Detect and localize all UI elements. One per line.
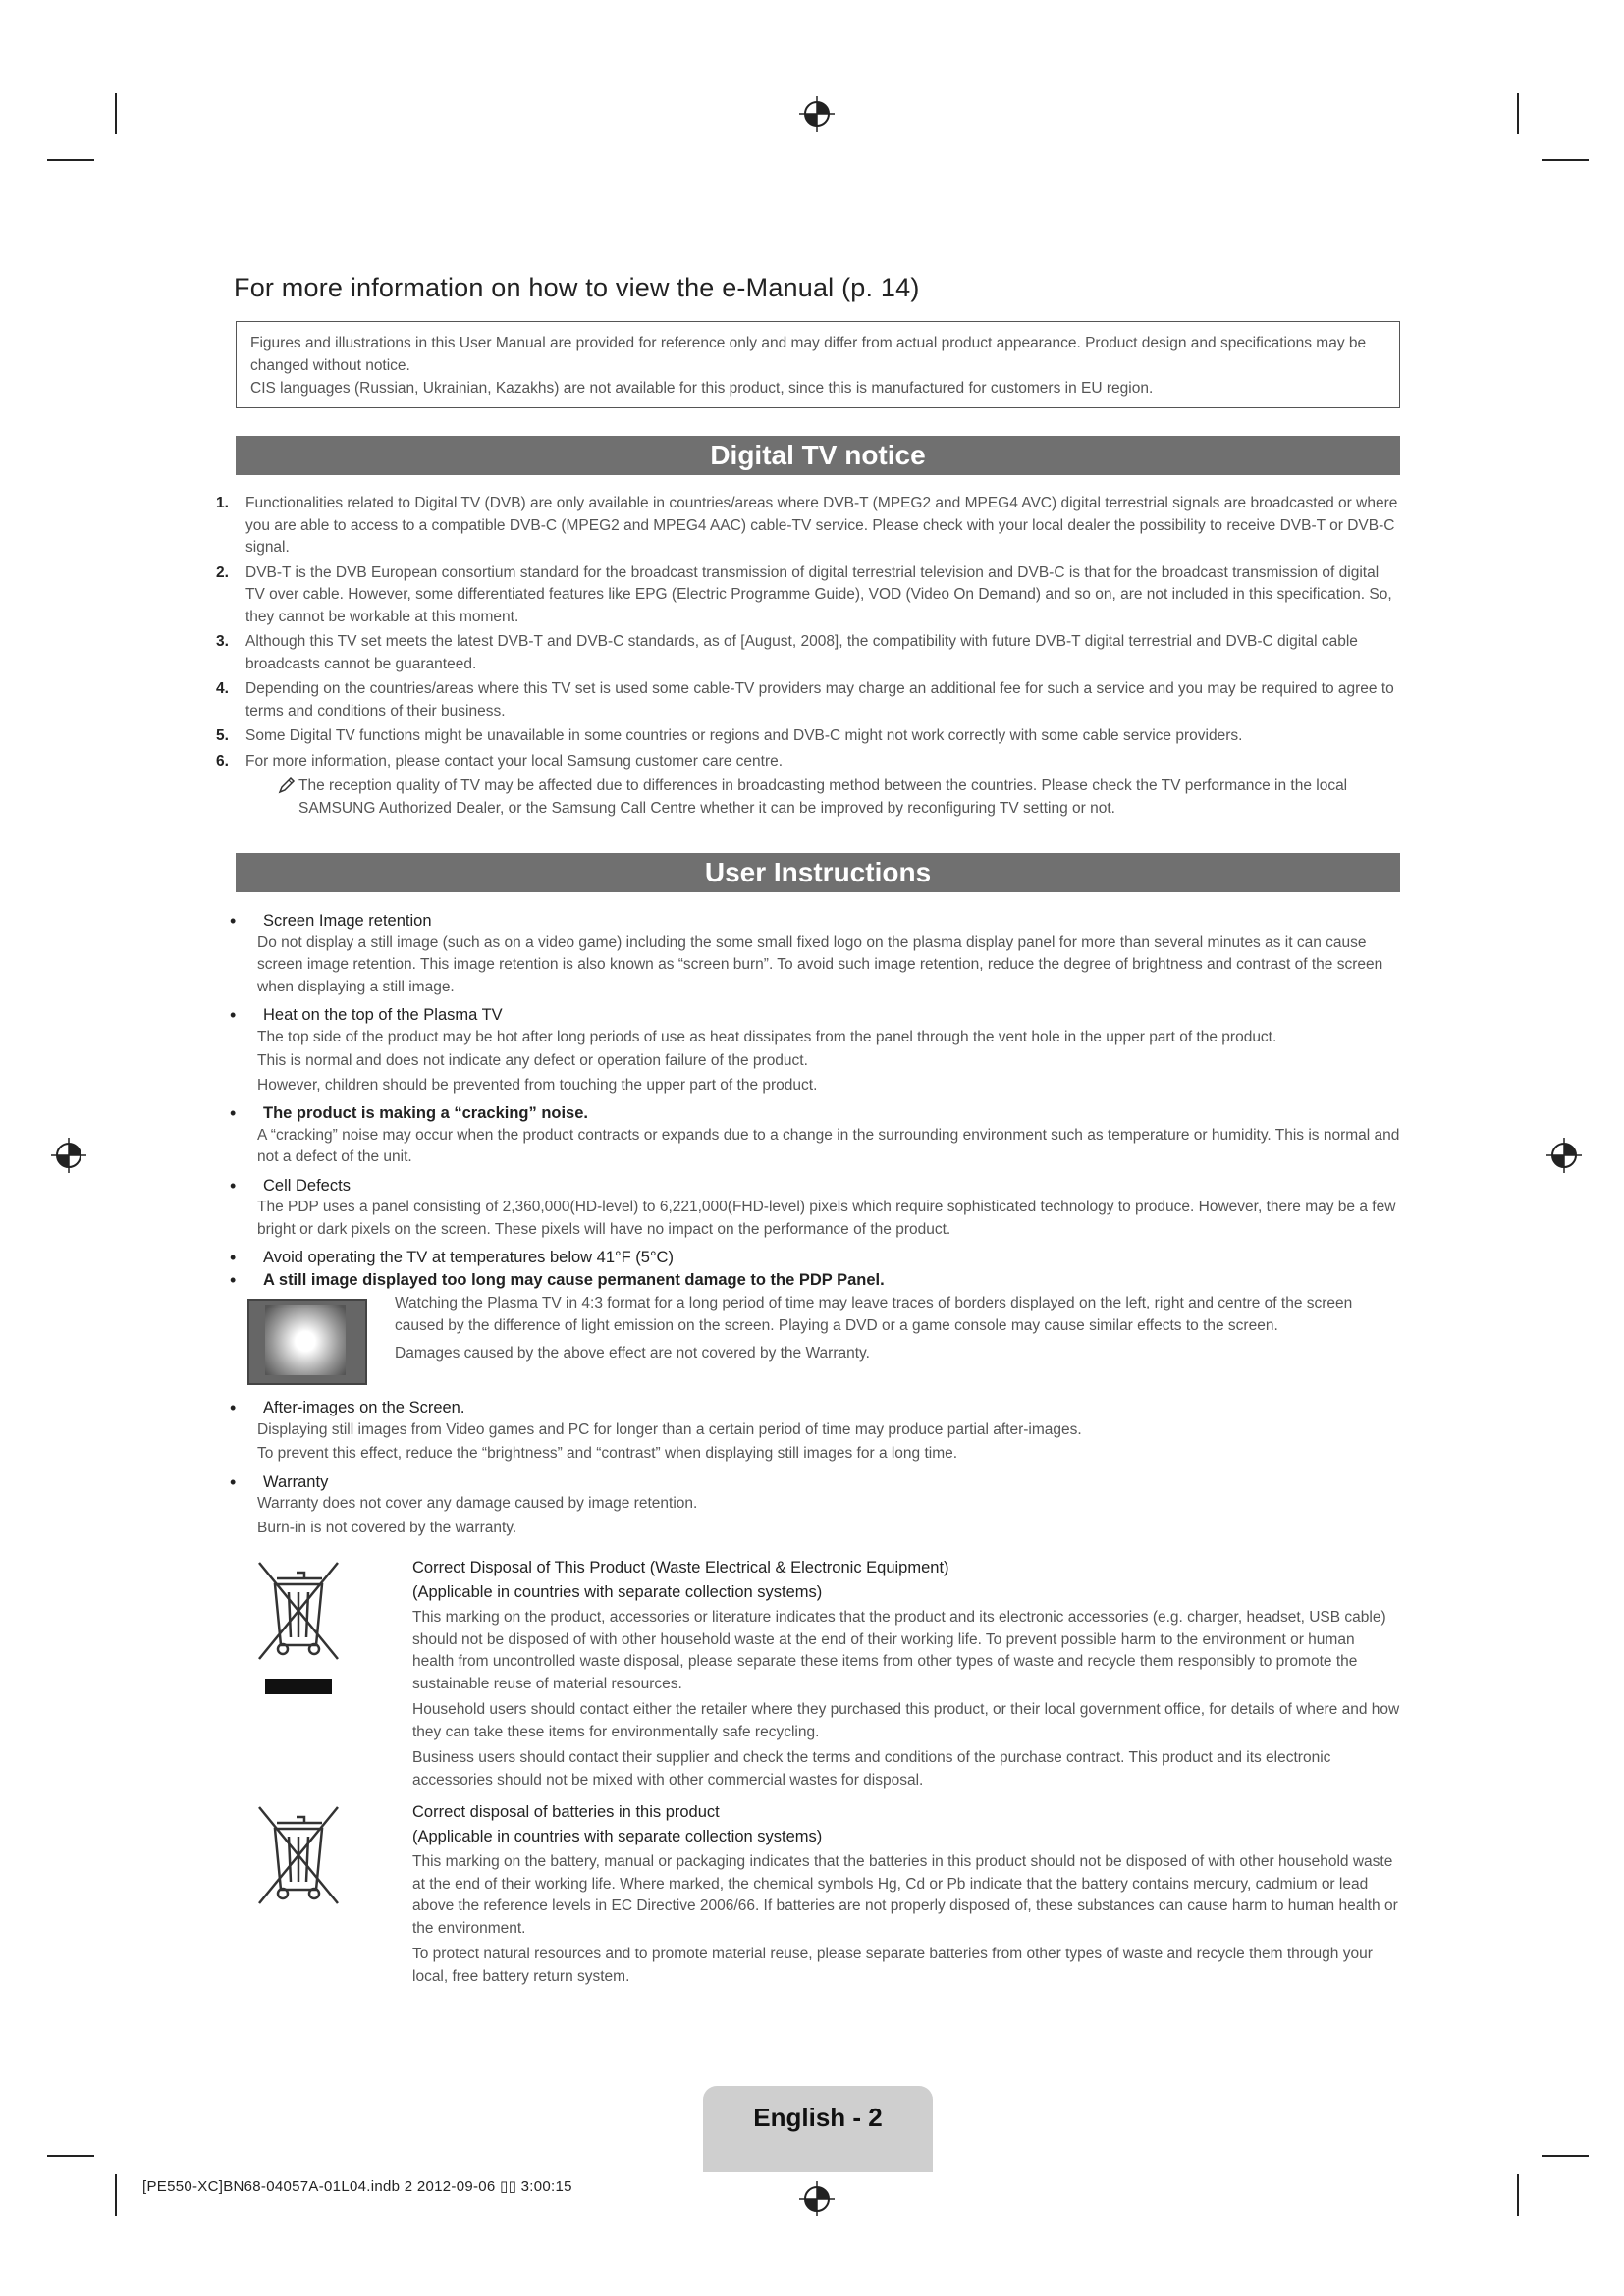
tv-burn-in-image	[247, 1299, 367, 1385]
manual-page	[216, 273, 1400, 1988]
crop-mark	[1517, 93, 1519, 134]
bullet-paragraph: Burn-in is not covered by the warranty.	[257, 1519, 517, 1536]
note-text: The reception quality of TV may be affected due to differences in broadcasting method between the countries. Please check the TV performance in the local SAMSUNG Authorized Dealer, or the Samsung Call Centre whether it can be improved by reconfiguring TV setting or not.	[298, 777, 1348, 817]
bullet-item	[228, 1471, 1400, 1494]
disposal-paragraph: To protect natural resources and to promote material reuse, please separate batteries from other types of waste and recycle them through your local, free battery return system.	[412, 1946, 1373, 1985]
disposal-heading: Correct Disposal of This Product (Waste Electrical & Electronic Equipment)	[412, 1559, 949, 1576]
item-number: 3.	[216, 633, 229, 650]
disposal-paragraph: This marking on the product, accessories or literature indicates that the product and its electronic accessories (e.g. charger, headset, USB cable) should not be disposed of with other household waste at the end of their working life. To prevent possible harm to the environment or human health from uncontrolled waste disposal, please separate these items from other types of waste and recycle them responsibly to promote the sustainable reuse of material resources.	[412, 1609, 1386, 1692]
item-number: 4.	[216, 680, 229, 697]
list-item	[216, 725, 1400, 748]
item-number: 5.	[216, 727, 229, 744]
notice-box	[236, 321, 1400, 408]
bullet-paragraph: Warranty does not cover any damage caused by image retention.	[257, 1495, 698, 1512]
bullet-heading: Cell Defects	[263, 1176, 351, 1195]
bullet-heading: The product is making a “cracking” noise.	[263, 1104, 588, 1122]
item-number: 2.	[216, 563, 229, 581]
crop-mark	[1517, 2174, 1519, 2216]
bullet-heading: A still image displayed too long may cause permanent damage to the PDP Panel.	[263, 1270, 885, 1289]
bullet-paragraph: A “cracking” noise may occur when the product contracts or expands due to a change in the surrounding environment such as temperature or humidity. This is normal and not a defect of the unit.	[257, 1126, 1400, 1165]
pdp-warning	[247, 1293, 1400, 1385]
item-number: 6.	[216, 752, 229, 770]
list-item	[216, 751, 1400, 774]
bullet-icon: •	[230, 1175, 237, 1196]
bullet-heading: Avoid operating the TV at temperatures below 41°F (5°C)	[263, 1249, 674, 1266]
item-text: DVB-T is the DVB European consortium standard for the broadcast transmission of digital terrestrial television and DVB-C is that for the broadcast transmission of digital TV over cable. However, some differentiated features like EPG (Electric Programme Guide), VOD (Video On Demand) and so on, are not included in this specification. So, they cannot be workable at this moment.	[245, 563, 1392, 625]
page-number-tab: English - 2	[703, 2086, 933, 2172]
page-title: For more information on how to view the e-Manual (p. 14)	[234, 273, 920, 302]
bullet-paragraph: However, children should be prevented from touching the upper part of the product.	[257, 1076, 818, 1094]
registration-mark-icon	[1546, 1138, 1582, 1173]
disposal-product-text	[412, 1557, 1400, 1791]
bullet-paragraph: The top side of the product may be hot after long periods of use as heat dissipates from the panel through the vent hole in the upper part of the product.	[257, 1028, 1277, 1045]
list-item	[216, 562, 1400, 629]
disposal-batteries-text	[412, 1801, 1400, 1988]
notice-line: Figures and illustrations in this User Manual are provided for reference only and may differ from actual product appearance. Product design and specifications may be changed without notice.	[250, 335, 1367, 374]
bullet-icon: •	[230, 1398, 237, 1417]
bullet-paragraph: Damages caused by the above effect are not covered by the Warranty.	[395, 1345, 870, 1362]
note-pencil-icon	[277, 775, 298, 820]
item-text: Although this TV set meets the latest DVB-T and DVB-C standards, as of [August, 2008], the compatibility with future DVB-T digital terrestrial and DVB-C digital cable broadcasts cannot be guaranteed.	[245, 633, 1358, 672]
user-instructions	[228, 910, 1400, 1988]
bullet-heading: Warranty	[263, 1472, 329, 1491]
bullet-paragraph: Displaying still images from Video games and PC for longer than a certain period of time may produce partial after-images.	[257, 1420, 1082, 1438]
bullet-paragraph: The PDP uses a panel consisting of 2,360,000(HD-level) to 6,221,000(FHD-level) pixels which require sophisticated technology to produce. However, there may be a few bright or dark pixels on the screen. These pixels will have no impact on the performance of the product.	[257, 1199, 1396, 1238]
crop-mark	[47, 159, 94, 161]
crop-mark	[115, 2174, 117, 2216]
battery-bin-icon	[253, 1801, 412, 1988]
bullet-paragraph: To prevent this effect, reduce the “brightness” and “contrast” when displaying still images for a long time.	[257, 1445, 958, 1462]
bullet-paragraph: This is normal and does not indicate any defect or operation failure of the product.	[257, 1052, 808, 1069]
disposal-paragraph: Household users should contact either the retailer where they purchased this product, or their local government office, for details of where and how they can take these items for environmentally safe recycling.	[412, 1701, 1400, 1740]
section-bar-digital-tv: Digital TV notice	[236, 436, 1400, 475]
bullet-item	[228, 1397, 1400, 1419]
crop-mark	[115, 93, 117, 134]
disposal-heading: Correct disposal of batteries in this product	[412, 1803, 720, 1821]
bullet-heading: After-images on the Screen.	[263, 1399, 465, 1416]
bullet-icon: •	[230, 1269, 237, 1290]
bullet-item	[228, 1175, 1400, 1198]
disposal-paragraph: This marking on the battery, manual or packaging indicates that the batteries in this product should not be disposed of with other household waste at the end of their working life. Where marked, the chemical symbols Hg, Cd or Pb indicate that the battery contains mercury, cadmium or lead above the reference levels in EC Directive 2006/66. If batteries are not properly disposed of, these substances can cause harm to human health or the environment.	[412, 1853, 1398, 1937]
digital-tv-list	[216, 493, 1400, 773]
bullet-item	[228, 910, 1400, 933]
list-item	[216, 631, 1400, 675]
bullet-paragraph: Do not display a still image (such as on a video game) including the some small fixed logo on the plasma display panel for more than several minutes as it can cause screen image retention. This image retention is also known as “screen burn”. To avoid such image retention, reduce the degree of brightness and contrast of the screen when displaying a still image.	[257, 934, 1383, 995]
weee-bin-icon	[253, 1557, 412, 1791]
bullet-item	[228, 1269, 1400, 1292]
crop-mark	[1542, 2155, 1589, 2157]
bullet-item	[228, 1247, 1400, 1269]
list-item	[216, 493, 1400, 560]
bullet-item	[228, 1004, 1400, 1027]
item-text: Some Digital TV functions might be unavailable in some countries or regions and DVB-C might not work correctly with some cable service providers.	[245, 727, 1243, 744]
bullet-heading: Screen Image retention	[263, 912, 432, 930]
note	[277, 775, 1400, 820]
item-text: Functionalities related to Digital TV (DVB) are only available in countries/areas where DVB-T (MPEG2 and MPEG4 AVC) digital terrestrial signals are broadcasted or where you are able to access to a compatible DVB-C (MPEG2 and MPEG4 AAC) cable-TV service. Please check with your local dealer the possibility to receive DVB-T or DVB-C signal.	[245, 495, 1398, 556]
section-bar-user-instructions: User Instructions	[236, 853, 1400, 892]
crop-mark	[47, 2155, 94, 2157]
bullet-paragraph: Watching the Plasma TV in 4:3 format for a long period of time may leave traces of borders displayed on the left, right and centre of the screen caused by the difference of light emission on the screen. Playing a DVD or a game console may cause similar effects to the screen.	[395, 1295, 1353, 1334]
print-footer: [PE550-XC]BN68-04057A-01L04.indb 2 2012-09-06 ▯▯ 3:00:15	[142, 2178, 572, 2195]
disposal-subheading: (Applicable in countries with separate collection systems)	[412, 1827, 823, 1845]
bullet-icon: •	[230, 1248, 237, 1267]
disposal-subheading: (Applicable in countries with separate collection systems)	[412, 1582, 823, 1601]
bullet-icon: •	[230, 1005, 237, 1025]
bullet-icon: •	[230, 911, 237, 931]
bullet-icon: •	[230, 1471, 237, 1492]
bullet-item	[228, 1102, 1400, 1125]
list-item	[216, 678, 1400, 722]
disposal-product-section	[228, 1557, 1400, 1791]
crop-mark	[1542, 159, 1589, 161]
notice-line: CIS languages (Russian, Ukrainian, Kazakhs) are not available for this product, since this is manufactured for customers in EU region.	[250, 380, 1154, 397]
registration-mark-icon	[799, 96, 835, 132]
item-text: Depending on the countries/areas where this TV set is used some cable-TV providers may charge an additional fee for such a service and you may be required to agree to terms and conditions of their business.	[245, 680, 1394, 720]
pdp-text	[395, 1293, 1400, 1385]
disposal-batteries-section	[228, 1801, 1400, 1988]
registration-mark-icon	[51, 1138, 86, 1173]
bullet-icon: •	[230, 1103, 237, 1123]
bullet-heading: Heat on the top of the Plasma TV	[263, 1006, 503, 1024]
disposal-paragraph: Business users should contact their supplier and check the terms and conditions of the purchase contract. This product and its electronic accessories should not be mixed with other commercial wastes for disposal.	[412, 1749, 1331, 1789]
item-number: 1.	[216, 495, 229, 511]
registration-mark-icon	[799, 2181, 835, 2216]
item-text: For more information, please contact your local Samsung customer care centre.	[245, 752, 784, 770]
